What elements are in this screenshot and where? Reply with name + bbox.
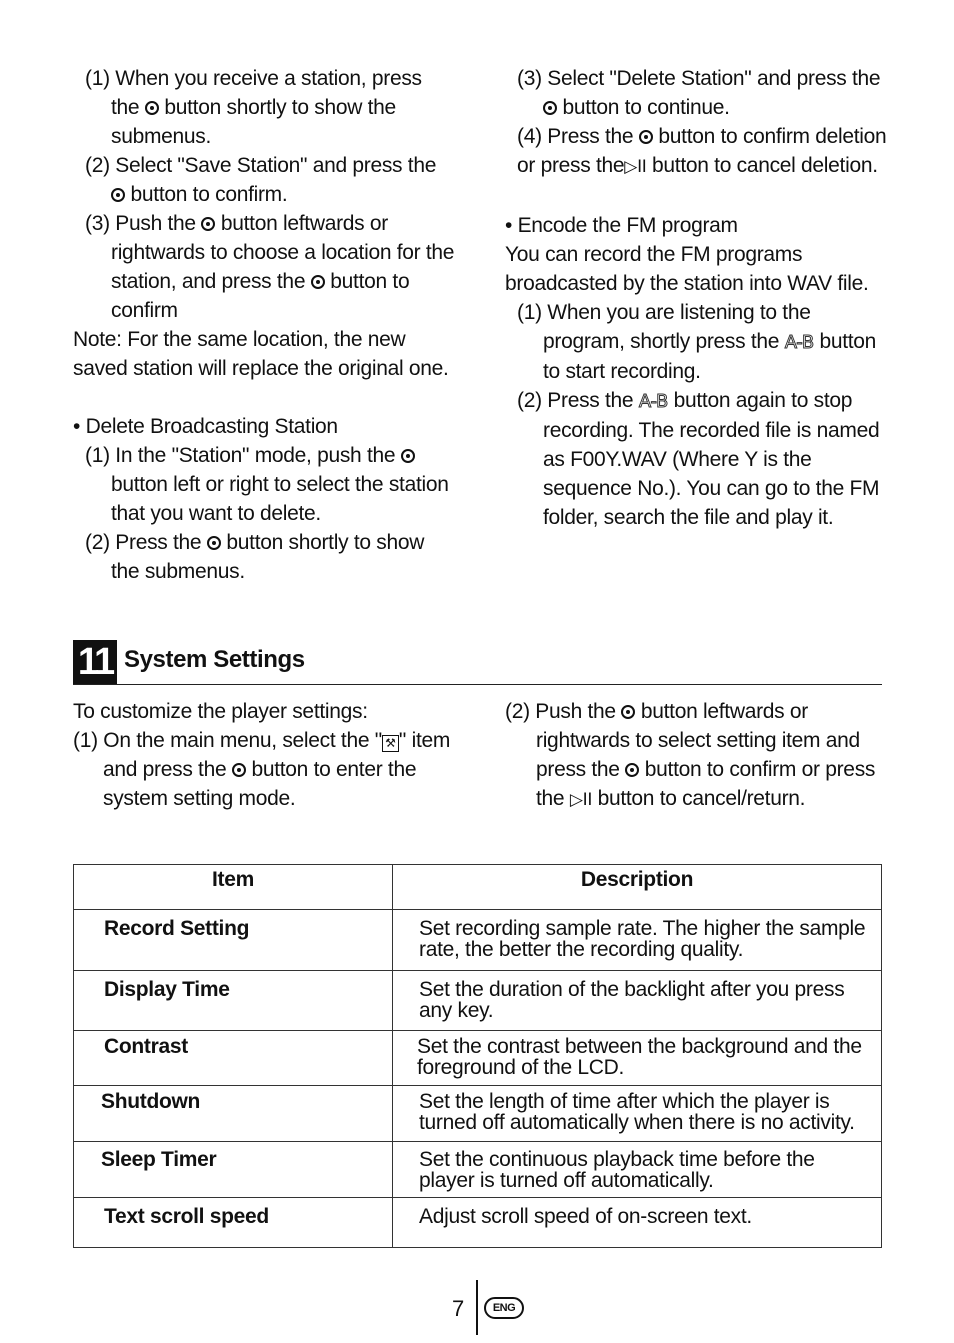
center-button-icon bbox=[401, 449, 415, 463]
settings-table bbox=[73, 864, 882, 1248]
center-button-icon bbox=[201, 217, 215, 231]
right-column bbox=[505, 64, 890, 532]
save-step-3: (3) Push the button leftwards or rightwards to choose a location for the station, and press the button to confirm bbox=[85, 212, 455, 322]
center-button-icon bbox=[232, 763, 246, 777]
section-header bbox=[73, 636, 882, 685]
delete-step-1: (1) In the "Station" mode, push the button left or right to select the station that you want to delete. bbox=[85, 444, 449, 525]
encode-fm-heading: • Encode the FM program bbox=[505, 214, 738, 237]
settings-tool-icon: ⚒ bbox=[382, 735, 399, 752]
row-description: Set the contrast between the background and the foreground of the LCD. bbox=[393, 1031, 882, 1086]
page-footer bbox=[0, 1280, 954, 1335]
save-note: Note: For the same location, the new saved station will replace the original one. bbox=[73, 328, 449, 380]
row-description: Set recording sample rate. The higher the sample rate, the better the recording quality. bbox=[393, 910, 882, 971]
center-button-icon bbox=[625, 763, 639, 777]
row-item: Display Time bbox=[74, 971, 393, 1031]
delete-station-heading: • Delete Broadcasting Station bbox=[73, 415, 338, 438]
language-badge: ENG bbox=[484, 1297, 524, 1319]
delete-step-4: (4) Press the button to confirm deletion or press the▷II button to cancel deletion. bbox=[517, 125, 887, 177]
footer-divider bbox=[476, 1280, 478, 1335]
table-row bbox=[74, 910, 882, 971]
system-settings-left bbox=[73, 697, 458, 813]
row-item: Sleep Timer bbox=[74, 1142, 393, 1198]
play-pause-icon: ▷II bbox=[569, 790, 593, 810]
page-number: 7 bbox=[452, 1296, 465, 1321]
table-row bbox=[74, 1142, 882, 1198]
ab-button-icon: A-B bbox=[784, 332, 814, 353]
encode-step-2: (2) Press the A-B button again to stop recording. The recorded file is named as F00Y.WAV (Where Y is the sequence No.). You can go to the FM folder, search the file and play it. bbox=[517, 389, 880, 529]
header-description: Description bbox=[393, 865, 882, 910]
save-step-1: (1) When you receive a station, press the button shortly to show the submenus. bbox=[85, 67, 422, 148]
encode-step-1: (1) When you are listening to the program, shortly press the A-B button to start recording. bbox=[517, 301, 877, 383]
table-row bbox=[74, 1086, 882, 1142]
system-step-1: (1) On the main menu, select the " ⚒ " item and press the button to enter the system setting mode. bbox=[73, 729, 451, 810]
center-button-icon bbox=[311, 275, 325, 289]
center-button-icon bbox=[145, 101, 159, 115]
center-button-icon bbox=[207, 536, 221, 550]
table-row bbox=[74, 1198, 882, 1248]
table-row bbox=[74, 1031, 882, 1086]
section-title: System Settings bbox=[124, 646, 305, 673]
save-step-2: (2) Select "Save Station" and press the button to confirm. bbox=[85, 154, 437, 206]
row-item: Text scroll speed bbox=[74, 1198, 393, 1248]
section-number: 11 bbox=[73, 640, 117, 684]
encode-fm-intro: You can record the FM programs broadcasted by the station into WAV file. bbox=[505, 243, 869, 295]
left-column bbox=[73, 64, 455, 586]
row-description: Set the length of time after which the player is turned off automatically when there is no activity. bbox=[393, 1086, 882, 1142]
center-button-icon bbox=[621, 705, 635, 719]
row-item: Record Setting bbox=[74, 910, 393, 971]
system-settings-intro: To customize the player settings: bbox=[73, 700, 368, 723]
ab-button-icon: A-B bbox=[638, 391, 669, 412]
center-button-icon bbox=[111, 188, 125, 202]
play-pause-icon: ▷II bbox=[624, 157, 647, 177]
row-description: Set the continuous playback time before the player is turned off automatically. bbox=[393, 1142, 882, 1198]
system-settings-right bbox=[505, 697, 890, 815]
row-description: Adjust scroll speed of on-screen text. bbox=[393, 1198, 882, 1248]
system-step-2: (2) Push the button leftwards or rightwards to select setting item and press the button to confirm or press the ▷II button to cancel/return. bbox=[505, 700, 876, 810]
delete-step-2: (2) Press the button shortly to show the submenus. bbox=[85, 531, 425, 583]
row-item: Shutdown bbox=[74, 1086, 393, 1142]
row-description: Set the duration of the backlight after you press any key. bbox=[393, 971, 882, 1031]
center-button-icon bbox=[639, 130, 653, 144]
center-button-icon bbox=[543, 101, 557, 115]
delete-step-3: (3) Select "Delete Station" and press the button to continue. bbox=[517, 67, 881, 119]
table-row bbox=[74, 971, 882, 1031]
row-item: Contrast bbox=[74, 1031, 393, 1086]
header-item: Item bbox=[74, 865, 393, 910]
table-header-row bbox=[74, 865, 882, 910]
